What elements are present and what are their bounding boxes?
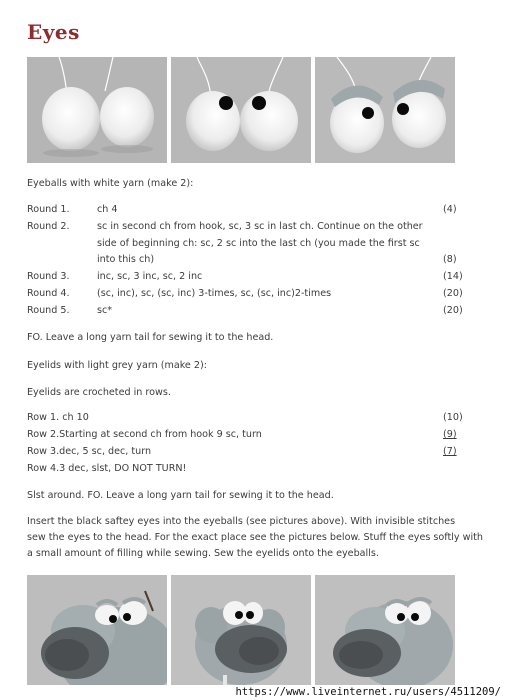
- fasten-off-note: FO. Leave a long yarn tail for sewing it to the head.: [27, 332, 274, 343]
- round-instruction: into this ch): [97, 254, 155, 265]
- instruction-line: a small amount of filling while sewing. Sew the eyelids onto the eyeballs.: [27, 548, 379, 559]
- round-label: Round 3.: [27, 271, 70, 282]
- photo-head-side-view: [27, 575, 167, 685]
- round-instruction: side of beginning ch: sc, 2 sc into the last ch (you made the first sc: [97, 238, 420, 249]
- row-instruction: Row 2.Starting at second ch from hook 9 sc, turn: [27, 429, 262, 440]
- round-instruction: inc, sc, 3 inc, sc, 2 inc: [97, 271, 203, 282]
- round-label: Round 1.: [27, 204, 70, 215]
- row-instruction: Row 1. ch 10: [27, 412, 89, 423]
- instruction-line: sew the eyes to the head. For the exact place see the pictures below. Stuff the eyes softly with: [27, 532, 484, 543]
- round-label: Round 4.: [27, 288, 70, 299]
- stitch-count: (10): [443, 412, 463, 423]
- row-instruction: Row 3.dec, 5 sc, dec, turn: [27, 446, 152, 457]
- stitch-count: (20): [443, 305, 463, 316]
- photo-head-other-side-view: [315, 575, 455, 685]
- round-instruction: sc in second ch from hook, sc, 3 sc in last ch. Continue on the other: [97, 221, 423, 232]
- page-title: Eyes: [27, 20, 80, 44]
- photo-white-eyeballs: [27, 57, 167, 163]
- stitch-count: (8): [443, 254, 457, 265]
- rows-note: Eyelids are crocheted in rows.: [27, 387, 171, 398]
- section-heading-eyeballs: Eyeballs with white yarn (make 2):: [27, 178, 194, 189]
- round-label: Round 2.: [27, 221, 70, 232]
- stitch-count: (9): [443, 429, 457, 440]
- stitch-count: (7): [443, 446, 457, 457]
- stitch-count: (14): [443, 271, 463, 282]
- source-url-watermark: https://www.liveinternet.ru/users/4511209/: [235, 686, 501, 698]
- photo-head-front-view: [171, 575, 311, 685]
- slip-stitch-note: Slst around. FO. Leave a long yarn tail for sewing it to the head.: [27, 490, 334, 501]
- photo-eyeballs-with-safety-eyes: [171, 57, 311, 163]
- section-heading-eyelids: Eyelids with light grey yarn (make 2):: [27, 360, 207, 371]
- row-instruction: Row 4.3 dec, slst, DO NOT TURN!: [27, 463, 187, 474]
- stitch-count: (4): [443, 204, 457, 215]
- instruction-line: Insert the black saftey eyes into the eyeballs (see pictures above). With invisible stitches: [27, 516, 456, 527]
- stitch-count: (20): [443, 288, 463, 299]
- photo-eyes-with-eyelids: [315, 57, 455, 163]
- round-label: Round 5.: [27, 305, 70, 316]
- round-instruction: ch 4: [97, 204, 118, 215]
- round-instruction: (sc, inc), sc, (sc, inc) 3-times, sc, (sc, inc)2-times: [97, 288, 332, 299]
- round-instruction: sc*: [97, 305, 113, 316]
